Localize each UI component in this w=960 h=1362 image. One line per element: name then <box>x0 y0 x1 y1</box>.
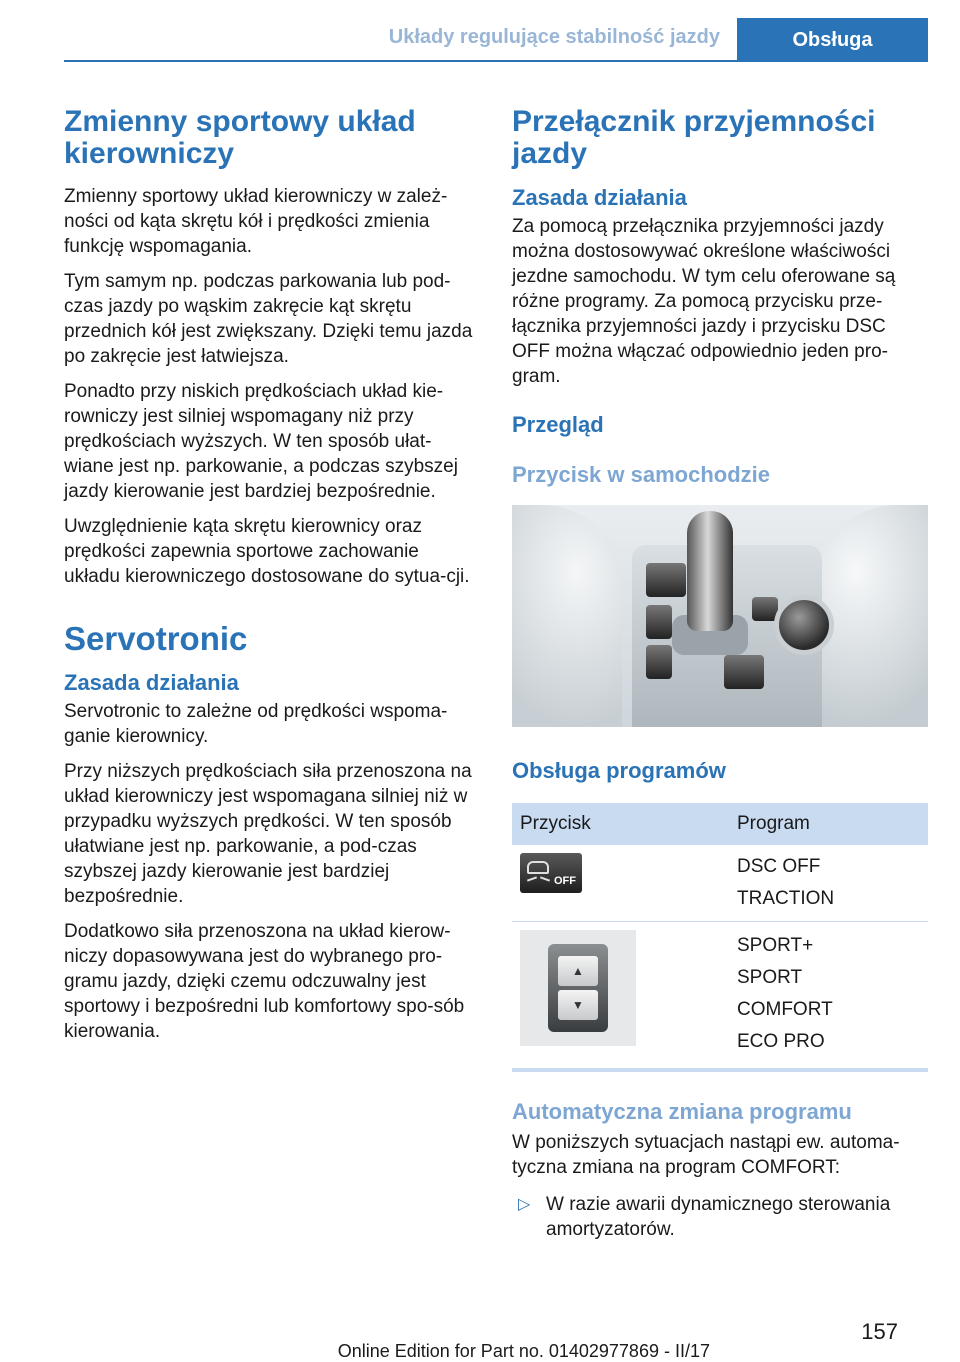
heading-button-in-vehicle: Przycisk w samochodzie <box>512 462 770 487</box>
heading-automatic-program-change: Automatyczna zmiana programu <box>512 1099 852 1124</box>
program-eco-pro: ECO PRO <box>737 1031 825 1052</box>
arrow-up-icon: ▲ <box>558 956 598 986</box>
table-header-program: Program <box>737 803 928 845</box>
heading-principle: Zasada działania <box>512 185 687 210</box>
paragraph: Za pomocą przełącznika przyjemności jazdy można dostosowywać określone właściwości jezdne samochodu. W tym celu oferowane są różne programy. Za pomocą przycisku prze‐łącznika przyjemności jazdy i przycisku DSC OFF można włączać odpowiednio jeden pro‐gram. <box>512 216 896 387</box>
table-header-button: Przycisk <box>512 803 737 845</box>
dsc-off-button-icon: OFF <box>520 853 582 893</box>
heading-variable-sport-steering: Zmienny sportowy układ kierowniczy <box>64 105 416 170</box>
right-column <box>512 100 928 1242</box>
paragraph: Zmienny sportowy układ kierowniczy w zależ‐ności od kąta skrętu kół i prędkości zmienia funkcję wspomagania. <box>64 186 448 257</box>
paragraph: W poniższych sytuacjach nastąpi ew. automa‐tyczna zmiana na program COMFORT: <box>512 1132 900 1178</box>
paragraph: Dodatkowo siła przenoszona na układ kierow‐niczy dopasowywana jest do wybranego pro‐gramu jazdy, dzięki czemu odczuwalny jest sportowy i bezpośredni lub komfortowy spo‐sób kierowania. <box>64 921 465 1042</box>
table-row <box>512 922 928 1069</box>
triangle-bullet-icon: ▷ <box>518 1196 531 1213</box>
driving-dynamics-rocker-icon <box>520 930 636 1046</box>
footer-edition: Online Edition for Part no. 01402977869 - II/17 <box>337 1341 710 1361</box>
heading-principle: Zasada działania <box>64 670 239 695</box>
page-number: 157 <box>861 1319 898 1344</box>
program-table <box>512 803 928 1068</box>
program-dsc-off: DSC OFF <box>737 856 821 877</box>
paragraph: Tym samym np. podczas parkowania lub pod‐czas jazdy po wąskim zakręcie kąt skrętu przednich kół jest zwiększany. Dzięki temu jazda po zakręcie jest łatwiejsza. <box>64 271 473 367</box>
heading-overview: Przegląd <box>512 412 604 437</box>
program-traction: TRACTION <box>737 888 835 909</box>
table-row <box>512 845 928 922</box>
list-item: ▷ W razie awarii dynamicznego sterowania amortyzatorów. <box>512 1192 928 1242</box>
program-comfort: COMFORT <box>737 999 833 1020</box>
arrow-down-icon: ▼ <box>558 990 598 1020</box>
header-rule <box>64 60 928 62</box>
left-column <box>64 100 474 1044</box>
program-sport-plus: SPORT+ <box>737 935 814 956</box>
center-console-photo <box>512 505 928 727</box>
paragraph: Uwzględnienie kąta skrętu kierownicy oraz prędkości zapewnia sportowe zachowanie układu kierowniczego dostosowane do sytua‐cji. <box>64 516 470 587</box>
heading-servotronic: Servotronic <box>64 620 248 657</box>
paragraph: Przy niższych prędkościach siła przenoszona na układ kierowniczy jest wspomagana silniej niż w przypadku wyższych prędkości. W ten sposób ułatwiane jest np. parkowanie, a pod‐czas szybszej jazdy kierowanie jest bardziej bezpośrednie. <box>64 761 472 907</box>
heading-program-operation: Obsługa programów <box>512 758 726 783</box>
program-sport: SPORT <box>737 967 803 988</box>
paragraph: Ponadto przy niskich prędkościach układ kie‐rowniczy jest silniej wspomagany niż przy prędkościach wyższych. W ten sposób ułat‐wiane jest np. parkowanie, a podczas szybszej jazdy kierowanie jest bardziej bezpośrednie. <box>64 381 458 502</box>
running-header-tab: Obsługa <box>737 18 928 62</box>
paragraph: Servotronic to zależne od prędkości wspoma‐ganie kierownicy. <box>64 701 448 747</box>
table-bottom-rule <box>512 1068 928 1072</box>
heading-driving-dynamics-control: Przełącznik przyjemności jazdy <box>512 105 876 170</box>
running-header-section: Układy regulujące stabilność jazdy <box>388 26 720 48</box>
